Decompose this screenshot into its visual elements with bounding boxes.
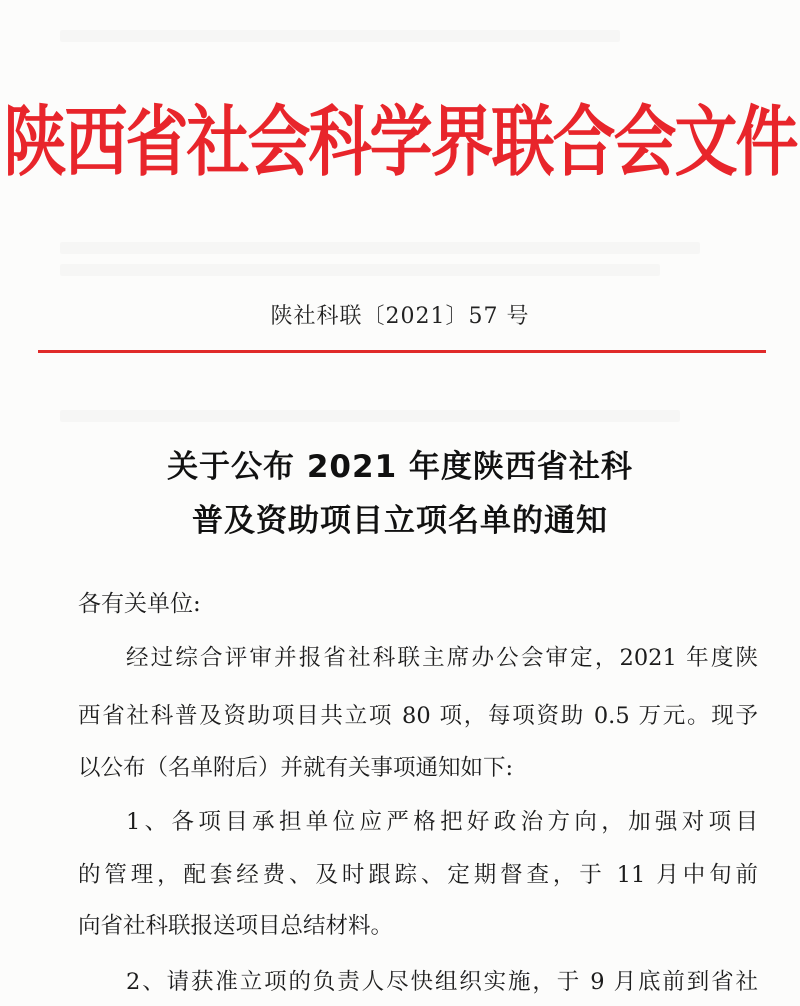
notice-title (0, 440, 800, 548)
body-line: 经过综合评审并报省社科联主席办公会审定，2021 年度陕 (126, 645, 758, 671)
issuer-header: 陕西省社会科学界联合会文件 (3, 97, 797, 187)
body-line: 2、请获准立项的负责人尽快组织实施，于 9 月底前到省社 (126, 969, 758, 995)
body-line: 的管理，配套经费、及时跟踪、定期督查，于 11 月中旬前 (78, 862, 758, 888)
red-divider-rule (38, 350, 766, 353)
body-line: 以公布（名单附后）并就有关事项通知如下: (78, 755, 514, 781)
salutation: 各有关单位: (78, 591, 201, 617)
scan-shadow (60, 410, 680, 422)
body-line: 向省社科联报送项目总结材料。 (78, 913, 394, 939)
title-line-2: 普及资助项目立项名单的通知 (192, 503, 608, 539)
scan-shadow (60, 30, 620, 42)
body-line: 西省社科普及资助项目共立项 80 项，每项资助 0.5 万元。现予 (78, 703, 758, 729)
document-number: 陕社科联〔2021〕57 号 (270, 304, 530, 329)
body-line: 1、各项目承担单位应严格把好政治方向，加强对项目 (126, 809, 758, 835)
title-line-1: 关于公布 2021 年度陕西省社科 (167, 449, 633, 485)
scan-shadow (60, 242, 700, 254)
scan-shadow (60, 264, 660, 276)
